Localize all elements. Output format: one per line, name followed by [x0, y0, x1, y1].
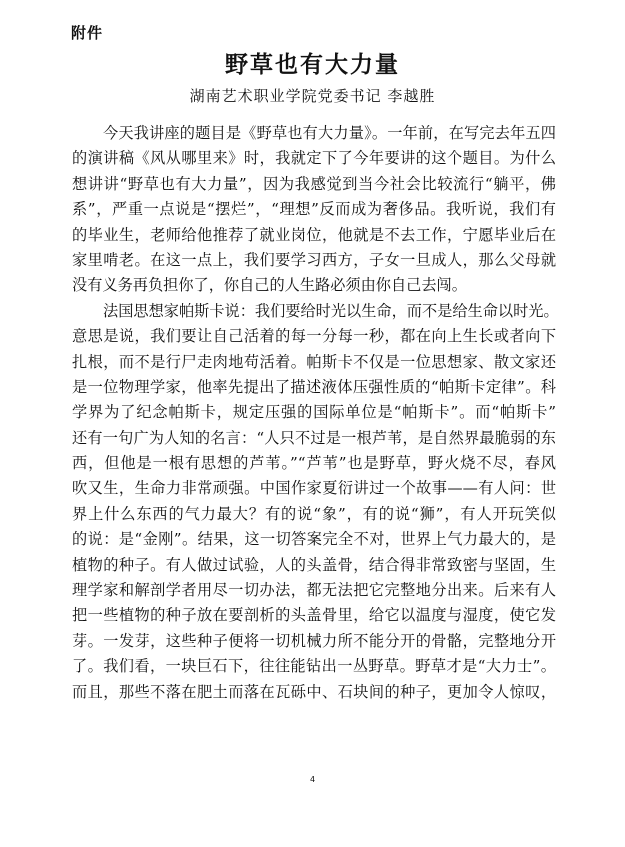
text-line: 系”，严重一点说是“摆烂”，“理想”反而成为奢侈品。我听说，我们有: [72, 200, 556, 219]
text-line: 没有义务再负担你了，你自己的人生路必须由你自己去闯。: [72, 276, 467, 295]
text-line: 法国思想家帕斯卡说：我们要给时光以生命，而不是给生命以时光。: [103, 301, 559, 320]
text-line: 吹又生，生命力非常顽强。中国作家夏衍讲过一个故事——有人问：世: [72, 479, 556, 498]
body-text: [72, 121, 559, 705]
text-line: 学界为了纪念帕斯卡，规定压强的国际单位是“帕斯卡”。而“帕斯卡”: [72, 403, 556, 422]
document-title: 野草也有大力量: [225, 52, 400, 78]
text-line: 意思是说，我们要让自己活着的每一分每一秒，都在向上生长或者向下: [72, 327, 556, 346]
author-line: 湖南艺术职业学院党委书记 李越胜: [189, 87, 436, 105]
page-number: 4: [309, 775, 316, 784]
text-line: 而且，那些不落在肥土而落在瓦砾中、石块间的种子，更加令人惊叹，: [72, 682, 556, 701]
text-line: 理学家和解剖学者用尽一切办法，都无法把它完整地分出来。后来有人: [72, 581, 556, 600]
text-line: 是一位物理学家，他率先提出了描述液体压强性质的“帕斯卡定律”。科: [72, 377, 556, 396]
text-line: 西，但他是一根有思想的芦苇。”“芦苇”也是野草，野火烧不尽，春风: [72, 454, 556, 473]
text-line: 还有一句广为人知的名言：“人只不过是一根芦苇，是自然界最脆弱的东: [72, 428, 556, 447]
text-line: 今天我讲座的题目是《野草也有大力量》。一年前，在写完去年五四: [103, 124, 556, 142]
text-line: 界上什么东西的气力最大？有的说“象”，有的说“狮”，有人开玩笑似: [72, 504, 556, 523]
attachment-label: 附件: [71, 24, 104, 42]
text-line: 植物的种子。有人做过试验，人的头盖骨，结合得非常致密与坚固，生: [72, 555, 556, 574]
text-line: 扎根，而不是行尸走肉地苟活着。帕斯卡不仅是一位思想家、散文家还: [72, 352, 556, 371]
text-line: 想讲讲“野草也有大力量”，因为我感觉到当今社会比较流行“躺平，佛: [72, 174, 556, 193]
text-line: 的演讲稿《风从哪里来》时，我就定下了今年要讲的这个题目。为什么: [72, 149, 556, 168]
text-line: 的毕业生，老师给他推荐了就业岗位，他就是不去工作，宁愿毕业后在: [72, 225, 556, 244]
text-line: 家里啃老。在这一点上，我们要学习西方，子女一旦成人，那么父母就: [72, 250, 556, 269]
text-line: 芽。一发芽，这些种子便将一切机械力所不能分开的骨骼，完整地分开: [72, 631, 556, 650]
text-line: 的说：是“金刚”。结果，这一切答案完全不对，世界上气力最大的，是: [72, 530, 556, 549]
text-line: 了。我们看，一块巨石下，往往能钻出一丛野草。野草才是“大力士”。: [72, 657, 556, 676]
text-line: 把一些植物的种子放在要剖析的头盖骨里，给它以温度与湿度，使它发: [72, 606, 556, 625]
